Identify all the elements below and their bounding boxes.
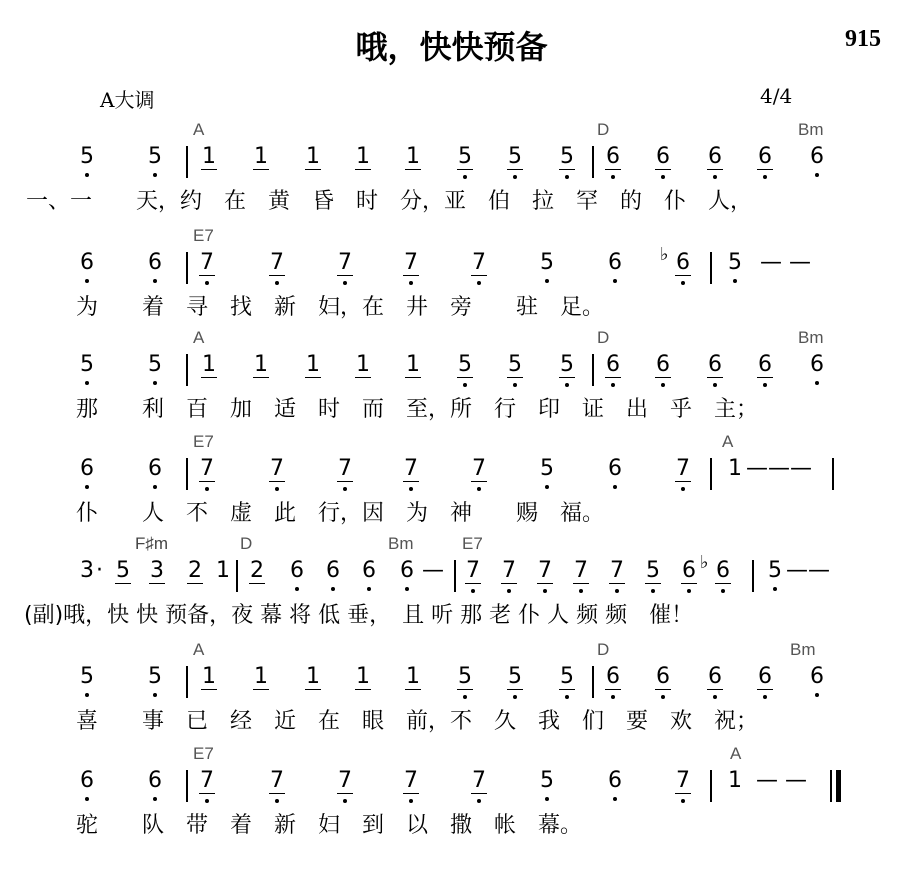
sustain-dash: — xyxy=(422,558,444,583)
lyric-line: 为 着 寻 找 新 妇，在 井 旁 驻 足。 xyxy=(76,295,605,320)
note: 7 xyxy=(196,250,218,275)
note: 6 xyxy=(602,352,624,377)
note: 7 xyxy=(266,456,288,481)
note: 6 xyxy=(704,352,726,377)
note: 3 xyxy=(80,558,94,583)
note: 1 xyxy=(250,352,272,377)
note: 7 xyxy=(468,250,490,275)
note: 5 xyxy=(76,352,98,377)
barline xyxy=(186,354,188,386)
note: 6 xyxy=(704,144,726,169)
note: 5 xyxy=(504,664,526,689)
note: 7 xyxy=(266,250,288,275)
sustain-dash: ——— xyxy=(746,456,812,481)
note: 6 xyxy=(144,456,166,481)
note: 6 xyxy=(286,558,308,583)
note: 5 xyxy=(76,144,98,169)
note: 5 xyxy=(504,352,526,377)
note: 5 xyxy=(536,768,558,793)
note: 5 xyxy=(764,558,786,583)
note: 6 xyxy=(754,144,776,169)
flat-sign: ♭ xyxy=(660,244,669,265)
note: 6 xyxy=(754,664,776,689)
note: 6 xyxy=(806,144,828,169)
chord-symbol: A xyxy=(730,744,742,763)
note: 5 xyxy=(144,144,166,169)
note: 6 xyxy=(652,664,674,689)
chord-symbol: Bm xyxy=(790,640,816,659)
note: 5 xyxy=(112,558,134,583)
note: 6 xyxy=(604,768,626,793)
hymn-title: 哦，快快预备 xyxy=(355,28,548,66)
note: 1 xyxy=(302,144,324,169)
chord-symbol: D xyxy=(597,328,610,347)
note: 1 xyxy=(352,144,374,169)
note: 6 xyxy=(144,250,166,275)
chord-symbol: D xyxy=(597,120,610,139)
chord-symbol: F♯m xyxy=(135,534,169,553)
barline xyxy=(454,560,456,592)
note: 6 xyxy=(672,250,694,275)
note: 1 xyxy=(216,558,230,583)
barline xyxy=(186,146,188,178)
sustain-dash: — — xyxy=(760,250,811,275)
note: 7 xyxy=(534,558,556,583)
note: 7 xyxy=(672,768,694,793)
note: 5 xyxy=(454,664,476,689)
note: 6 xyxy=(754,352,776,377)
note: 6 xyxy=(76,250,98,275)
note: 6 xyxy=(712,558,734,583)
note: 6 xyxy=(602,664,624,689)
note: 1 xyxy=(352,352,374,377)
note: 1 xyxy=(198,664,220,689)
note: 1 xyxy=(302,352,324,377)
note: 5 xyxy=(556,144,578,169)
note: 7 xyxy=(334,456,356,481)
note: 7 xyxy=(462,558,484,583)
score-line-2 xyxy=(0,226,903,326)
sustain-dash: — — xyxy=(756,768,807,793)
note: 6 xyxy=(76,456,98,481)
flat-sign: ♭ xyxy=(700,552,709,573)
chord-symbol: D xyxy=(240,534,253,553)
barline xyxy=(186,252,188,284)
barline xyxy=(186,666,188,698)
note: 1 xyxy=(302,664,324,689)
note: 6 xyxy=(322,558,344,583)
barline xyxy=(832,458,834,490)
note: 6 xyxy=(604,250,626,275)
final-barline xyxy=(836,770,841,802)
chord-symbol: E7 xyxy=(462,534,483,553)
hymn-number: 915 xyxy=(845,26,881,52)
barline xyxy=(186,770,188,802)
note: 1 xyxy=(728,456,742,481)
note: 1 xyxy=(250,664,272,689)
barline xyxy=(592,146,594,178)
note: 7 xyxy=(334,250,356,275)
note: 6 xyxy=(704,664,726,689)
lyric-line: 喜 事 已 经 近 在 眼 前，不 久 我 们 要 欢 祝； xyxy=(76,709,759,734)
note: 1 xyxy=(198,144,220,169)
note: 1 xyxy=(198,352,220,377)
note: 2 xyxy=(246,558,268,583)
note: 5 xyxy=(556,352,578,377)
note: 7 xyxy=(196,456,218,481)
note: 7 xyxy=(400,250,422,275)
chord-symbol: Bm xyxy=(798,120,824,139)
note: 7 xyxy=(468,456,490,481)
note: 6 xyxy=(678,558,700,583)
score-line-5 xyxy=(0,534,903,634)
note: 1 xyxy=(352,664,374,689)
lyric-line: 一、一 天，约 在 黄 昏 时 分，亚 伯 拉 罕 的 仆 人， xyxy=(26,189,753,214)
note: 1 xyxy=(402,144,424,169)
note: 7 xyxy=(266,768,288,793)
note: 5 xyxy=(76,664,98,689)
lyric-line: 那 利 百 加 适 时 而 至，所 行 印 证 出 乎 主； xyxy=(76,397,759,422)
chord-symbol: Bm xyxy=(798,328,824,347)
note: 5 xyxy=(144,352,166,377)
barline xyxy=(236,560,238,592)
chord-symbol: E7 xyxy=(193,432,214,451)
chord-symbol: D xyxy=(597,640,610,659)
chord-symbol: A xyxy=(193,640,205,659)
lyric-line: 仆 人 不 虚 此 行，因 为 神 赐 福。 xyxy=(76,501,605,526)
chord-symbol: A xyxy=(722,432,734,451)
lyric-line: (副)哦，快 快 预备，夜 幕 将 低 垂， 且 听 那 老 仆 人 频 频 催！ xyxy=(24,603,694,628)
note: 1 xyxy=(250,144,272,169)
chord-symbol: A xyxy=(193,328,205,347)
sustain-dash: · xyxy=(96,558,103,583)
note: 1 xyxy=(402,664,424,689)
note: 5 xyxy=(454,144,476,169)
note: 6 xyxy=(144,768,166,793)
note: 6 xyxy=(76,768,98,793)
barline xyxy=(752,560,754,592)
note: 6 xyxy=(396,558,418,583)
time-signature: 4/4 xyxy=(760,84,793,108)
note: 7 xyxy=(468,768,490,793)
note: 6 xyxy=(652,352,674,377)
note: 7 xyxy=(498,558,520,583)
note: 5 xyxy=(454,352,476,377)
score-line-1 xyxy=(0,120,903,220)
barline xyxy=(710,252,712,284)
barline xyxy=(710,770,712,802)
note: 6 xyxy=(806,352,828,377)
note: 2 xyxy=(184,558,206,583)
note: 3 xyxy=(146,558,168,583)
chord-symbol: Bm xyxy=(388,534,414,553)
note: 6 xyxy=(652,144,674,169)
barline xyxy=(592,354,594,386)
chord-symbol: A xyxy=(193,120,205,139)
score-line-6 xyxy=(0,640,903,740)
final-barline xyxy=(830,770,832,802)
note: 7 xyxy=(196,768,218,793)
note: 7 xyxy=(570,558,592,583)
barline xyxy=(710,458,712,490)
note: 7 xyxy=(400,456,422,481)
note: 5 xyxy=(556,664,578,689)
score-line-7 xyxy=(0,744,903,844)
note: 5 xyxy=(724,250,746,275)
note: 7 xyxy=(672,456,694,481)
note: 1 xyxy=(402,352,424,377)
score-line-3 xyxy=(0,328,903,428)
key-signature: A大调 xyxy=(100,88,155,112)
note: 5 xyxy=(642,558,664,583)
sustain-dash: —— xyxy=(786,558,830,583)
note: 5 xyxy=(144,664,166,689)
note: 1 xyxy=(728,768,742,793)
note: 6 xyxy=(604,456,626,481)
note: 6 xyxy=(806,664,828,689)
note: 6 xyxy=(602,144,624,169)
note: 5 xyxy=(536,456,558,481)
note: 6 xyxy=(358,558,380,583)
chord-symbol: E7 xyxy=(193,226,214,245)
lyric-line: 驼 队 带 着 新 妇 到 以 撒 帐 幕。 xyxy=(76,813,583,838)
score-line-4 xyxy=(0,432,903,532)
note: 5 xyxy=(504,144,526,169)
barline xyxy=(186,458,188,490)
barline xyxy=(592,666,594,698)
note: 7 xyxy=(606,558,628,583)
note: 5 xyxy=(536,250,558,275)
note: 7 xyxy=(334,768,356,793)
note: 7 xyxy=(400,768,422,793)
chord-symbol: E7 xyxy=(193,744,214,763)
